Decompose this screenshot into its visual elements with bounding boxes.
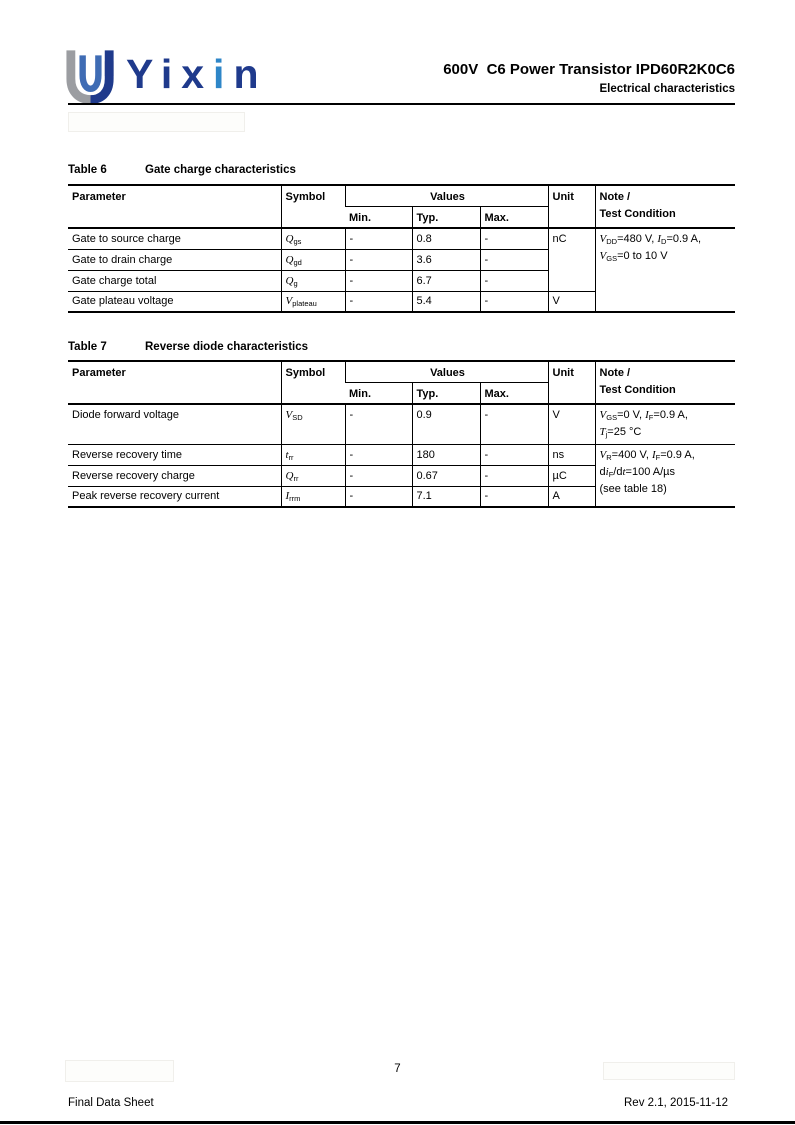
max-cell: - bbox=[480, 228, 548, 249]
col-header-typ: Typ. bbox=[412, 383, 480, 405]
min-cell: - bbox=[345, 228, 412, 249]
symbol-cell: $t_{rr}$ bbox=[281, 444, 345, 465]
table-header-row bbox=[68, 185, 735, 207]
note-header-line1: Note / bbox=[599, 367, 631, 379]
param-cell: Gate to drain charge bbox=[68, 249, 281, 270]
table7-container bbox=[68, 360, 735, 508]
note-header-line1: Note / bbox=[599, 191, 631, 203]
min-cell: - bbox=[345, 444, 412, 465]
typ-cell: 0.8 bbox=[412, 228, 480, 249]
col-header-min: Min. bbox=[345, 383, 412, 405]
note-cell: $V_R=400$ V, $I_F=0.9$ A, $di_F/dt=100$ A/µs (see table 18) bbox=[595, 444, 735, 507]
document-header bbox=[443, 60, 735, 97]
symbol-cell: $Q_{rr}$ bbox=[281, 465, 345, 486]
max-cell: - bbox=[480, 270, 548, 291]
param-cell: Diode forward voltage bbox=[68, 404, 281, 444]
note-header-line2: Test Condition bbox=[599, 208, 676, 220]
col-header-note bbox=[595, 185, 735, 228]
logo-letter: Y bbox=[126, 51, 161, 97]
typ-cell: 5.4 bbox=[412, 291, 480, 312]
table7-title: Reverse diode characteristics bbox=[145, 341, 309, 353]
logo-letter: x bbox=[181, 51, 214, 97]
typ-cell: 7.1 bbox=[412, 486, 480, 507]
footer-doc-status: Final Data Sheet bbox=[68, 1097, 154, 1109]
typ-cell: 6.7 bbox=[412, 270, 480, 291]
typ-cell: 3.6 bbox=[412, 249, 480, 270]
max-cell: - bbox=[480, 404, 548, 444]
min-cell: - bbox=[345, 465, 412, 486]
min-cell: - bbox=[345, 404, 412, 444]
param-cell: Gate to source charge bbox=[68, 228, 281, 249]
typ-cell: 0.67 bbox=[412, 465, 480, 486]
reverse-diode-table bbox=[68, 360, 735, 508]
max-cell: - bbox=[480, 486, 548, 507]
symbol-cell: $I_{rrm}$ bbox=[281, 486, 345, 507]
blank-box bbox=[68, 112, 245, 132]
typ-cell: 180 bbox=[412, 444, 480, 465]
logo-wordmark bbox=[126, 51, 268, 97]
table7-label: Table 7 bbox=[68, 341, 107, 353]
table-row bbox=[68, 404, 735, 444]
symbol-cell: $Q_{gs}$ bbox=[281, 228, 345, 249]
typ-cell: 0.9 bbox=[412, 404, 480, 444]
max-cell: - bbox=[480, 291, 548, 312]
param-cell: Gate charge total bbox=[68, 270, 281, 291]
col-header-typ: Typ. bbox=[412, 207, 480, 229]
param-cell: Reverse recovery charge bbox=[68, 465, 281, 486]
footer-revision: Rev 2.1, 2015-11-12 bbox=[624, 1097, 728, 1109]
min-cell: - bbox=[345, 486, 412, 507]
document-title: 600V C6 Power Transistor IPD60R2K0C6 bbox=[443, 61, 735, 78]
min-cell: - bbox=[345, 249, 412, 270]
page-number: 7 bbox=[394, 1063, 401, 1075]
logo-letter: n bbox=[233, 51, 268, 97]
gate-charge-table bbox=[68, 184, 735, 313]
document-subtitle: Electrical characteristics bbox=[599, 83, 735, 95]
table-row bbox=[68, 444, 735, 465]
max-cell: - bbox=[480, 249, 548, 270]
max-cell: - bbox=[480, 465, 548, 486]
logo-u-icon bbox=[63, 47, 120, 103]
col-header-note bbox=[595, 361, 735, 404]
table-header-row bbox=[68, 361, 735, 383]
unit-cell: V bbox=[548, 404, 595, 444]
header-divider bbox=[68, 103, 735, 105]
col-header-symbol: Symbol bbox=[281, 185, 345, 228]
symbol-cell: $V_{SD}$ bbox=[281, 404, 345, 444]
symbol-cell: $Q_{gd}$ bbox=[281, 249, 345, 270]
col-header-min: Min. bbox=[345, 207, 412, 229]
table-row bbox=[68, 228, 735, 249]
max-cell: - bbox=[480, 444, 548, 465]
col-header-max: Max. bbox=[480, 383, 548, 405]
param-cell: Peak reverse recovery current bbox=[68, 486, 281, 507]
param-cell: Reverse recovery time bbox=[68, 444, 281, 465]
note-cell: $V_{GS}=0$ V, $I_F=0.9$ A, $T_j=25$ °C bbox=[595, 404, 735, 444]
col-header-unit: Unit bbox=[548, 361, 595, 404]
logo-letter: i bbox=[160, 51, 182, 97]
logo-letter: i bbox=[213, 51, 234, 97]
unit-cell: A bbox=[548, 486, 595, 507]
col-header-parameter: Parameter bbox=[68, 185, 281, 228]
col-header-values: Values bbox=[345, 361, 548, 383]
col-header-parameter: Parameter bbox=[68, 361, 281, 404]
min-cell: - bbox=[345, 291, 412, 312]
unit-cell: ns bbox=[548, 444, 595, 465]
unit-cell: nC bbox=[548, 228, 595, 291]
note-header-line2: Test Condition bbox=[599, 384, 676, 396]
col-header-symbol: Symbol bbox=[281, 361, 345, 404]
unit-cell: V bbox=[548, 291, 595, 312]
table6-container bbox=[68, 184, 735, 313]
table7-caption bbox=[68, 341, 308, 353]
table6-caption bbox=[68, 164, 296, 176]
col-header-max: Max. bbox=[480, 207, 548, 229]
param-cell: Gate plateau voltage bbox=[68, 291, 281, 312]
unit-cell: µC bbox=[548, 465, 595, 486]
symbol-cell: $Q_g$ bbox=[281, 270, 345, 291]
symbol-cell: $V_{plateau}$ bbox=[281, 291, 345, 312]
footer-divider bbox=[0, 1121, 795, 1124]
min-cell: - bbox=[345, 270, 412, 291]
col-header-values: Values bbox=[345, 185, 548, 207]
note-cell: $V_{DD}=480$ V, $I_D=0.9$ A, $V_{GS}=0$ to 10 V bbox=[595, 228, 735, 312]
table6-label: Table 6 bbox=[68, 164, 107, 176]
table6-title: Gate charge characteristics bbox=[145, 164, 296, 176]
col-header-unit: Unit bbox=[548, 185, 595, 228]
